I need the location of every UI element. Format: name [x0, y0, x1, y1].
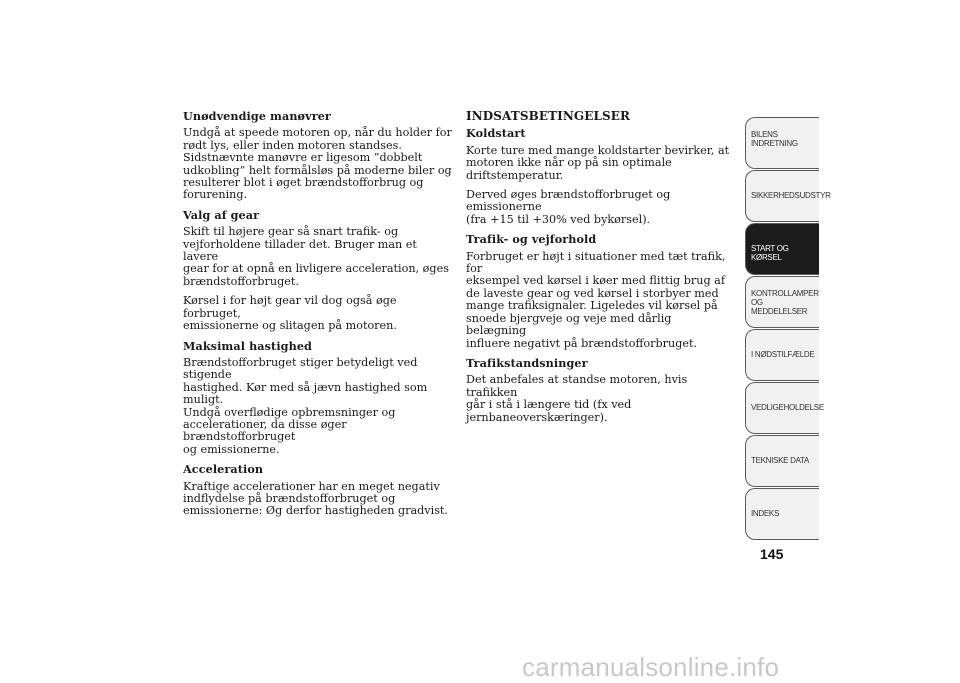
page-number: 145 — [760, 546, 784, 562]
paragraph: Kørsel i for højt gear vil dog også øge forbruget, emissionerne og slitagen på motoren. — [183, 294, 397, 333]
paragraph: Brændstofforbruget stiger betydeligt ved stigende hastighed. Kør med så jævn hastighed som muligt. Undgå overflødige opbremsninger og accelerationer, da disse øger brændstofforbruget og emissionerne. — [183, 355, 428, 456]
tab-sikkerhedsudstyr[interactable]: SIKKERHEDSUDSTYR — [745, 170, 819, 222]
section-heading: Maksimal hastighed — [183, 338, 312, 353]
tab-indeks[interactable]: INDEKS — [745, 488, 819, 540]
paragraph: Undgå at speede motoren op, når du holder for rødt lys, eller inden motoren standses. Sidstnævnte manøvre er ligesom ”dobbelt udkobling” helt formålsløs på moderne biler og resulterer blot i øget brændstofforbrug og forurening. — [183, 126, 452, 202]
section-heading: Acceleration — [183, 462, 264, 477]
left-column — [183, 110, 455, 525]
section-heading: Trafik- og vejforhold — [466, 232, 597, 247]
section-heading: Unødvendige manøvrer — [183, 109, 331, 123]
right-column — [466, 110, 732, 431]
watermark: carmanualsonline.info — [522, 652, 780, 682]
tab-vedligeholdelse[interactable]: VEDLIGEHOLDELSE — [745, 382, 819, 434]
section-heading: Trafikstandsninger — [466, 355, 588, 370]
tab-i-nodstilfaelde[interactable]: I NØDSTILFÆLDE — [745, 329, 819, 381]
paragraph: Korte ture med mange koldstarter bevirker, at motoren ikke når op på sin optimale driftstemperatur. — [466, 143, 730, 182]
tab-kontrollamper[interactable]: KONTROLLAMPER OG MEDDELELSER — [745, 276, 819, 328]
section-heading: Koldstart — [466, 126, 526, 141]
paragraph: Derved øges brændstofforbruget og emissionerne (fra +15 til +30% ved bykørsel). — [466, 188, 671, 226]
paragraph: Forbruget er højt i situationer med tæt trafik, for eksempel ved kørsel i køer med flittig brug af de laveste gear og ved kørsel i storbyer med mange trafiksignaler. Ligeledes vil kørsel på snoede bjergveje og veje med dårlig belægning influere negativt på brændstofforbruget. — [466, 249, 726, 350]
chapter-title: INDSATSBETINGELSER — [466, 109, 631, 123]
tab-bilens-indretning[interactable]: BILENS INDRETNING — [745, 117, 819, 169]
tab-tekniske-data[interactable]: TEKNISKE DATA — [745, 435, 819, 487]
section-heading: Valg af gear — [183, 207, 260, 222]
tab-start-og-korsel[interactable]: START OG KØRSEL — [745, 223, 819, 275]
chapter-tabs — [745, 117, 831, 541]
paragraph: Kraftige accelerationer har en meget negativ indflydelse på brændstofforbruget og emissionerne: Øg derfor hastigheden gradvist. — [183, 479, 448, 518]
paragraph: Skift til højere gear så snart trafik- og vejforholdene tillader det. Bruger man et lavere gear for at opnå en livligere acceleration, øges brændstofforbruget. — [183, 225, 449, 288]
paragraph: Det anbefales at standse motoren, hvis trafikken går i stå i længere tid (fx ved jernbaneoverskæringer). — [466, 373, 688, 424]
